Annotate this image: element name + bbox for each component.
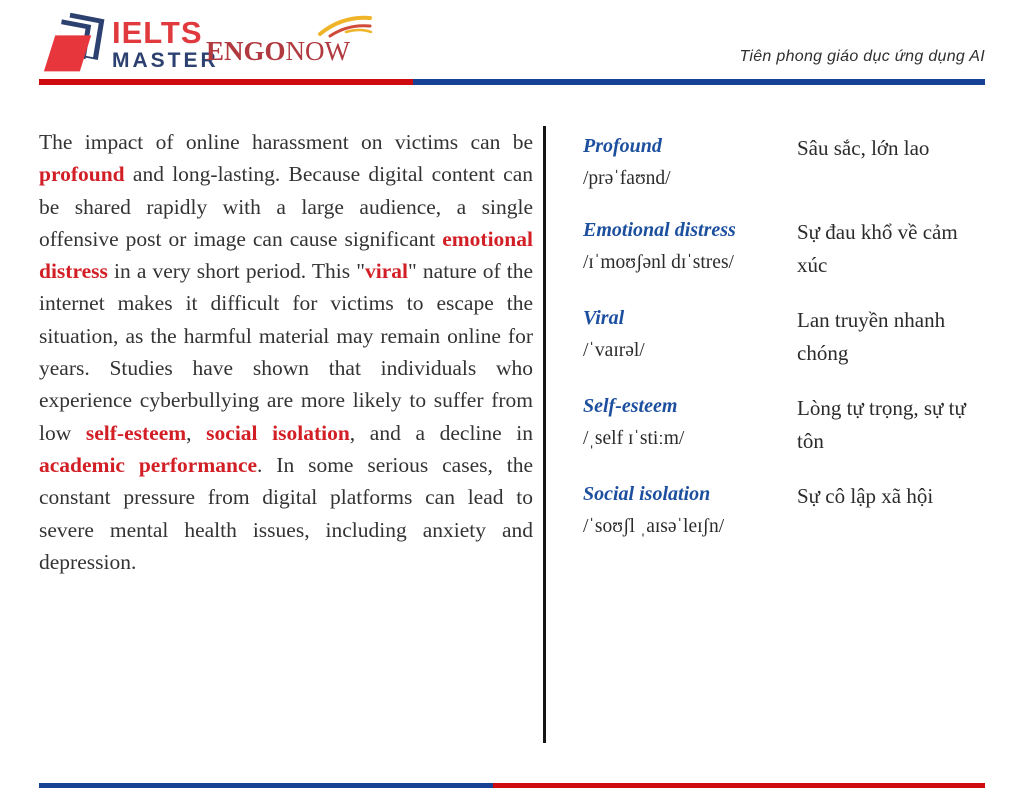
- vocab-row: [583, 303, 985, 370]
- vocab-phonetic: /ɪˈmoʊʃənl dɪˈstres/: [583, 252, 734, 273]
- article-text: and long-lasting. Because digital content can be shared rapidly with a large audience, a single offensive post or image can cause significant: [39, 162, 533, 251]
- engonow-bold: ENGO: [206, 36, 286, 66]
- vocab-meaning: Sự đau khổ về cảm xúc: [797, 220, 958, 277]
- vocab-meaning: Lan truyền nhanh chóng: [797, 308, 946, 365]
- article-text: , and a decline in: [349, 420, 534, 445]
- vocab-term-block: [583, 303, 797, 370]
- vocab-row: [583, 215, 985, 282]
- brand-master: MASTER: [112, 49, 219, 72]
- vocab-meaning: Lòng tự trọng, sự tự tôn: [797, 396, 966, 453]
- vocab-phonetic: /ˈvaɪrəl/: [583, 340, 645, 361]
- book-logo-icon: [42, 12, 112, 74]
- article-text: The impact of online harassment on victims can be: [39, 130, 533, 154]
- vocab-row: [583, 131, 985, 194]
- article-text: in a very short period. This ": [107, 259, 366, 284]
- swoosh-bird-icon: [316, 12, 374, 40]
- vocab-phonetic: /ˌself ɪˈstiːm/: [583, 428, 685, 449]
- article-highlight: emotional distress: [39, 226, 533, 284]
- tagline: Tiên phong giáo dục ứng dụng AI: [739, 48, 985, 65]
- vocab-term-block: [583, 479, 797, 542]
- article-paragraph: [39, 126, 533, 743]
- article-highlight: social isolation: [206, 420, 350, 445]
- article-highlight: academic performance: [39, 452, 258, 477]
- vocab-row: [583, 479, 985, 542]
- top-rule-red-segment: [39, 79, 413, 85]
- top-rule: [39, 79, 985, 85]
- bottom-rule-red-segment: [493, 783, 985, 788]
- main-content: [39, 126, 985, 743]
- vocab-term: Self-esteem: [583, 395, 678, 417]
- page-header: [0, 0, 1024, 90]
- article-text: " nature of the internet makes it difficult for victims to escape the situation, as the harmful material may remain online for years. Studies have shown that individuals who experience cyberbullying are more likely to suffer from low: [39, 259, 534, 445]
- vocab-meaning: Sâu sắc, lớn lao: [797, 136, 930, 160]
- vocab-row: [583, 391, 985, 458]
- vocab-term: Viral: [583, 307, 625, 329]
- brand-ielts: IELTS: [112, 15, 203, 50]
- brand-block: [112, 17, 219, 71]
- vocab-term-block: [583, 215, 797, 282]
- article-text: ,: [186, 420, 207, 445]
- vocab-phonetic: /prəˈfaʊnd/: [583, 168, 671, 189]
- top-rule-blue-segment: [413, 79, 985, 85]
- article-text: . In some serious cases, the constant pressure from digital platforms can lead to severe mental health issues, including anxiety and depression.: [39, 452, 533, 574]
- bottom-rule: [39, 783, 985, 788]
- vocab-phonetic: /ˈsoʊʃl ˌaɪsəˈleɪʃn/: [583, 516, 725, 537]
- vocab-term: Social isolation: [583, 483, 711, 505]
- article-highlight: profound: [39, 162, 125, 187]
- brand-engonow: [206, 38, 350, 65]
- article-highlight: self-esteem: [85, 420, 187, 445]
- vocab-list: [546, 126, 985, 743]
- article-highlight: viral: [365, 259, 409, 284]
- vocab-term-block: [583, 391, 797, 458]
- vocab-term-block: [583, 131, 797, 194]
- engonow-light: NOW: [285, 36, 350, 66]
- bottom-rule-blue-segment: [39, 783, 493, 788]
- vocab-term: Profound: [583, 135, 662, 157]
- vocab-term: Emotional distress: [583, 219, 736, 241]
- vocab-meaning: Sự cô lập xã hội: [797, 484, 934, 508]
